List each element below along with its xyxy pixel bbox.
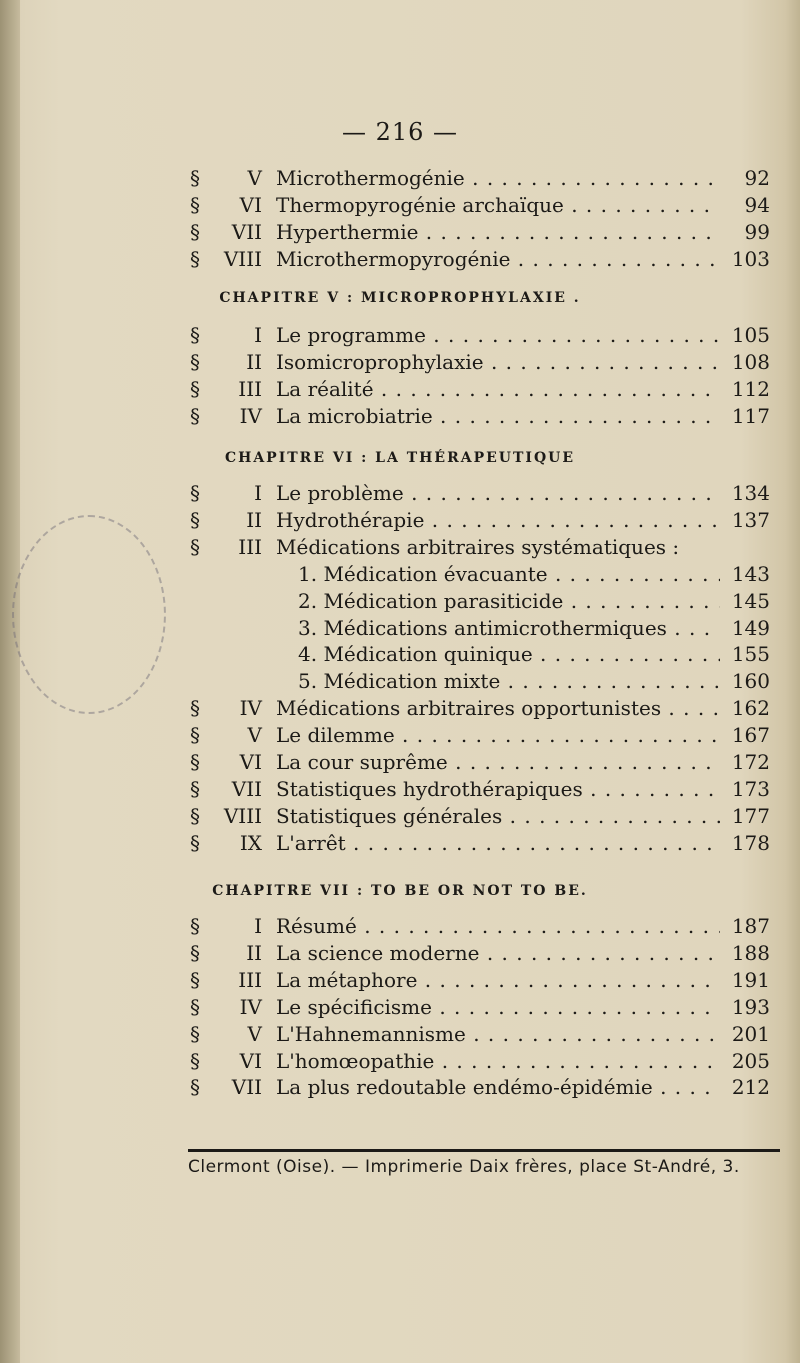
section-number: VII (231, 1075, 262, 1100)
page-reference: 108 (731, 349, 770, 374)
entry-title-text: Statistiques générales (276, 803, 503, 828)
page-reference: 117 (731, 403, 770, 428)
section-mark: § (190, 534, 200, 559)
entry-title (276, 245, 720, 273)
page-reference: 187 (731, 914, 770, 938)
chapter-heading: CHAPITRE VII : TO BE OR NOT TO BE. (212, 883, 588, 899)
leader-dots (484, 350, 720, 374)
section-mark: § (190, 750, 200, 774)
toc-entry (0, 587, 800, 615)
entry-title (276, 775, 720, 803)
toc-entry (0, 1073, 800, 1101)
page-reference: 178 (731, 830, 770, 855)
section-mark: § (190, 403, 200, 428)
entry-title-text: 3. Médications antimicrothermiques (298, 615, 667, 640)
leader-dots (653, 1075, 720, 1099)
entry-title-text: La microbiatrie (276, 403, 433, 428)
section-mark: § (190, 349, 200, 374)
section-number: I (254, 481, 262, 505)
entry-title-text: La science moderne (276, 940, 480, 965)
entry-title (276, 479, 720, 507)
section-number: I (254, 914, 262, 938)
entry-title-text: La réalité (276, 376, 374, 401)
page-reference: 160 (731, 669, 770, 694)
page-number-header: — 216 — (341, 118, 459, 146)
leader-dots (418, 220, 720, 244)
entry-title (276, 348, 720, 376)
toc-entry (0, 640, 800, 668)
entry-title (276, 506, 720, 534)
section-number: VII (231, 776, 262, 801)
entry-title (276, 694, 720, 722)
section-mark: § (190, 507, 200, 532)
chapter-heading: CHAPITRE VI : LA THÉRAPEUTIQUE (224, 450, 576, 466)
entry-title-text: Le dilemme (276, 723, 395, 748)
leader-dots (548, 562, 720, 586)
section-number: VIII (223, 246, 262, 271)
leader-dots (346, 831, 720, 855)
toc-entry (0, 1047, 800, 1075)
section-mark: § (190, 481, 200, 505)
entry-title (276, 912, 720, 940)
entry-title (298, 667, 720, 695)
section-mark: § (190, 1075, 200, 1100)
section-mark: § (190, 830, 200, 855)
toc-entry (0, 775, 800, 803)
entry-title-text: Le spécificisme (276, 994, 432, 1019)
entry-title-text: Le problème (276, 481, 404, 505)
entry-title-text: Isomicroprophylaxie (276, 349, 484, 374)
entry-title-text: Thermopyrogénie archaïque (276, 192, 564, 217)
entry-title-text: L'Hahnemannisme (276, 1021, 466, 1046)
entry-title (276, 218, 720, 246)
entry-title (276, 802, 720, 830)
leader-dots (466, 1022, 720, 1046)
section-number: II (246, 349, 262, 374)
section-mark: § (190, 192, 200, 217)
section-number: VI (239, 192, 262, 217)
section-mark: § (190, 323, 200, 347)
chapter-heading: CHAPITRE V : MICROPROPHYLAXIE . (219, 290, 581, 306)
entry-title (276, 321, 720, 349)
entry-title (276, 164, 720, 192)
section-mark: § (190, 994, 200, 1019)
section-number: II (246, 940, 262, 965)
leader-dots (424, 508, 720, 532)
toc-entry (0, 321, 800, 349)
leader-dots (357, 914, 720, 938)
entry-title (276, 829, 720, 857)
entry-title (298, 614, 720, 642)
entry-title-text: L'homœopathie (276, 1048, 435, 1073)
toc-entry (0, 218, 800, 246)
entry-title-text: Microthermogénie (276, 166, 465, 190)
entry-title-text: Microthermopyrogénie (276, 246, 511, 271)
section-mark: § (190, 166, 200, 190)
section-mark: § (190, 246, 200, 271)
page-reference: 145 (731, 588, 770, 613)
section-number: V (247, 723, 262, 748)
leader-dots (583, 777, 720, 801)
leader-dots (395, 723, 720, 747)
section-mark: § (190, 967, 200, 992)
entry-title-text: Résumé (276, 914, 357, 938)
leader-dots (563, 589, 720, 613)
section-mark: § (190, 914, 200, 938)
entry-title-text: 2. Médication parasiticide (298, 588, 564, 613)
entry-title-text: L'arrêt (276, 830, 346, 855)
toc-entry (0, 560, 800, 588)
entry-title-text: 5. Médication mixte (298, 669, 501, 694)
page-reference: 167 (731, 723, 770, 748)
page-reference: 212 (731, 1075, 770, 1100)
leader-dots (426, 323, 720, 347)
page-reference: 173 (731, 776, 770, 801)
entry-title-text: 4. Médication quinique (298, 642, 533, 667)
section-number: VII (231, 219, 262, 244)
entry-title (276, 533, 720, 561)
entry-title (276, 748, 720, 776)
toc-entry (0, 721, 800, 749)
page-reference: 149 (731, 615, 770, 640)
entry-title-text: La cour suprême (276, 750, 448, 774)
section-number: IV (239, 403, 262, 428)
leader-dots (479, 941, 720, 965)
page-reference: 201 (731, 1021, 770, 1046)
toc-entry (0, 912, 800, 940)
leader-dots (433, 404, 720, 428)
toc-entry (0, 993, 800, 1021)
leader-dots (432, 995, 720, 1019)
entry-title (276, 721, 720, 749)
entry-title (298, 640, 720, 668)
entry-title (276, 993, 720, 1021)
leader-dots (667, 616, 720, 640)
toc-entry (0, 1020, 800, 1048)
entry-title-text: 1. Médication évacuante (298, 561, 548, 586)
section-number: V (247, 166, 262, 190)
entry-title-text: Hydrothérapie (276, 507, 425, 532)
toc-entry (0, 614, 800, 642)
leader-dots (661, 696, 720, 720)
entry-title-text: La plus redoutable endémo-épidémie (276, 1075, 653, 1100)
page-reference: 177 (731, 803, 770, 828)
section-number: III (238, 376, 262, 401)
entry-title (298, 560, 720, 588)
section-number: VIII (223, 803, 262, 828)
toc-entry (0, 748, 800, 776)
entry-title (276, 1073, 720, 1101)
entry-title-text: Médications arbitraires systématiques : (276, 534, 680, 559)
toc-entry (0, 533, 800, 561)
section-number: VI (239, 1048, 262, 1073)
toc-entry (0, 348, 800, 376)
leader-dots (374, 377, 720, 401)
page-reference: 188 (731, 940, 770, 965)
page-reference: 134 (731, 481, 770, 505)
entry-title (276, 966, 720, 994)
section-mark: § (190, 376, 200, 401)
section-number: IX (239, 830, 262, 855)
toc-entry (0, 802, 800, 830)
entry-title-text: La métaphore (276, 967, 418, 992)
printer-imprint: Clermont (Oise). — Imprimerie Daix frères, place St-André, 3. (188, 1157, 740, 1177)
page-reference: 105 (731, 323, 770, 347)
entry-title (276, 191, 720, 219)
page-reference: 103 (731, 246, 770, 271)
toc-entry (0, 375, 800, 403)
page-reference: 193 (731, 994, 770, 1019)
leader-dots (533, 642, 720, 666)
section-number: II (246, 507, 262, 532)
section-mark: § (190, 1048, 200, 1073)
section-mark: § (190, 803, 200, 828)
entry-title (276, 1047, 720, 1075)
page-reference: 92 (744, 166, 770, 190)
leader-dots (510, 247, 720, 271)
toc-entry (0, 479, 800, 507)
page-reference: 162 (731, 696, 770, 721)
entry-title-text: Statistiques hydrothérapiques (276, 776, 583, 801)
page-reference: 112 (731, 376, 770, 401)
page-reference: 99 (744, 219, 770, 244)
section-number: V (247, 1021, 262, 1046)
page-reference: 172 (731, 750, 770, 774)
leader-dots (417, 968, 720, 992)
section-mark: § (190, 940, 200, 965)
section-number: IV (239, 994, 262, 1019)
section-number: III (238, 967, 262, 992)
section-mark: § (190, 723, 200, 748)
section-mark: § (190, 1021, 200, 1046)
toc-entry (0, 939, 800, 967)
entry-title-text: Médications arbitraires opportunistes (276, 696, 662, 721)
page-reference: 205 (731, 1048, 770, 1073)
entry-title-text: Hyperthermie (276, 219, 419, 244)
footer-rule (188, 1149, 780, 1152)
entry-title (276, 375, 720, 403)
entry-title (298, 587, 720, 615)
toc-entry (0, 506, 800, 534)
toc-entry (0, 829, 800, 857)
toc-entry (0, 245, 800, 273)
leader-dots (502, 804, 720, 828)
section-number: VI (239, 750, 262, 774)
section-mark: § (190, 696, 200, 721)
page-reference: 94 (744, 192, 770, 217)
page-reference: 143 (731, 561, 770, 586)
page-reference: 191 (731, 967, 770, 992)
toc-entry (0, 966, 800, 994)
section-number: I (254, 323, 262, 347)
entry-title (276, 939, 720, 967)
entry-title (276, 1020, 720, 1048)
entry-title (276, 402, 720, 430)
leader-dots (448, 750, 720, 774)
toc-entry (0, 164, 800, 192)
leader-dots (404, 481, 720, 505)
toc-entry (0, 667, 800, 695)
toc-entry (0, 191, 800, 219)
leader-dots (465, 166, 720, 190)
section-number: IV (239, 696, 262, 721)
toc-entry (0, 402, 800, 430)
section-mark: § (190, 219, 200, 244)
section-number: III (238, 534, 262, 559)
section-mark: § (190, 776, 200, 801)
page-reference: 155 (731, 642, 770, 667)
toc-entry (0, 694, 800, 722)
leader-dots (500, 669, 720, 693)
leader-dots (434, 1049, 720, 1073)
entry-title-text: Le programme (276, 323, 426, 347)
page-reference: 137 (731, 507, 770, 532)
leader-dots (564, 193, 720, 217)
